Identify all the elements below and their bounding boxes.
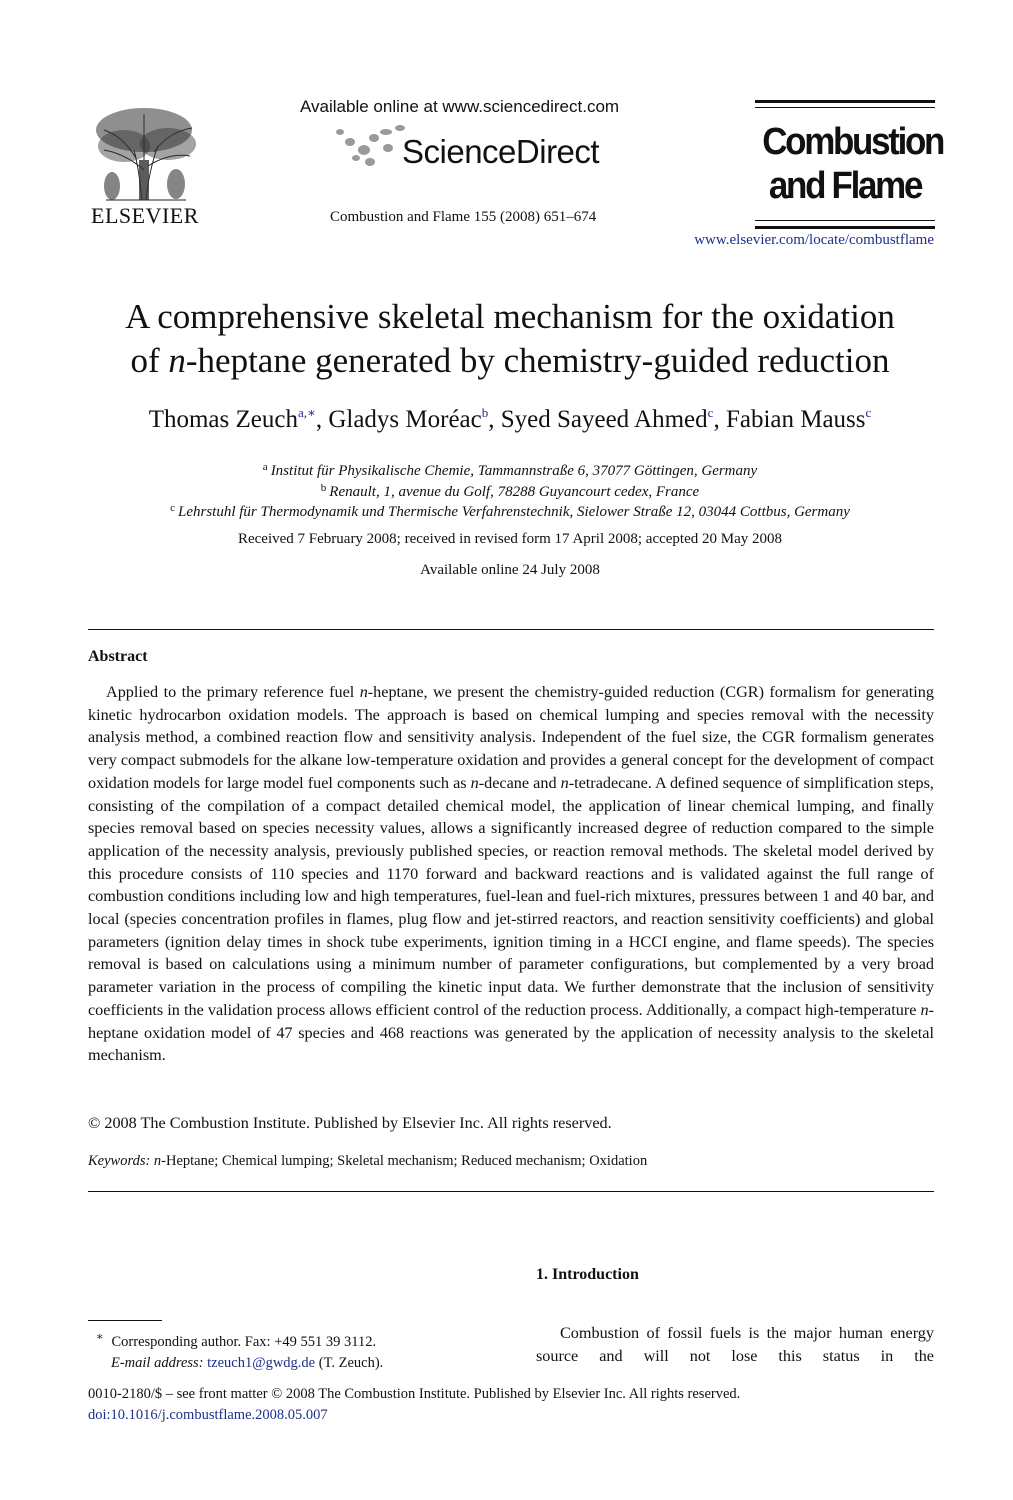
journal-citation: Combustion and Flame 155 (2008) 651–674 [330, 209, 597, 225]
author: Syed Sayeed Ahmed [500, 406, 708, 433]
journal-rule-bottom [755, 226, 935, 229]
journal-rule-bottom-thin [755, 220, 935, 221]
author-affiliation-mark[interactable]: b [481, 405, 489, 420]
abstract-body: Applied to the primary reference fuel n-heptane, we present the chemistry-guided reduction (CGR) formalism for generating kinetic hydrocarbon oxidation models. The approach is based on chemical lumping and species removal with the necessity analysis method, a combined reaction flow and sensitivity analysis. Independent of the fuel size, the CGR formalism generates very compact submodels for the alkane low-temperature oxidation and provides a general concept for the development of compact oxidation models for large model fuel components such as n-decane and n-tetradecane. A defined sequence of simplification steps, consisting of the compilation of a compact detailed chemical model, the application of linear chemical lumping, and finally species removal based on species necessity values, allows a significantly increased degree of reduction compared to the simple application of the necessity analysis, previously published species, or reaction removal methods. The skeletal model derived by this procedure consists of 110 species and 1170 forward and backward reactions and is validated against the full range of combustion conditions including low and high temperatures, fuel-lean and fuel-rich mixtures, pressures between 1 and 40 bar, and local (species concentration profiles in flames, plug flow and jet-stirred reactors, and reaction sensitivity coefficients) and global parameters (ignition delay times in shock tube experiments, ignition timing in a HCCI engine, and flame speeds). The species removal is based on calculations using a minimum number of parameter configurations, but complemented by a very broad parameter variation in the process of compiling the kinetic input data. We further demonstrate that the inclusion of sensitivity coefficients in the validation process allows efficient control of the reduction process. Additionally, a compact high-temperature n-heptane oxidation model of 47 species and 468 reactions was generated by the application of necessity analysis to the skeletal mechanism. [88, 683, 934, 1065]
author: Gladys Moréac [328, 406, 482, 433]
divider [88, 1191, 934, 1192]
keywords: Keywords: n-Heptane; Chemical lumping; Skeletal mechanism; Reduced mechanism; Oxidation [88, 1153, 648, 1169]
front-matter: 0010-2180/$ – see front matter © 2008 The Combustion Institute. Published by Elsevier Inc. All rights reserved. doi:10.1016/j.combustflame.2008.05.007 [88, 1384, 740, 1426]
received-dates: Received 7 February 2008; received in revised form 17 April 2008; accepted 20 May 2008 [237, 531, 782, 547]
affiliation: $^b$ Renault, 1, avenue du Golf, 78288 Guyancourt cedex, France [320, 482, 700, 500]
section-heading-introduction: 1. Introduction [536, 1266, 639, 1283]
journal-rule-top [755, 100, 935, 103]
journal-url-link[interactable]: www.elsevier.com/locate/combustflame [694, 232, 934, 248]
affiliation: $^a$ Institut für Physikalische Chemie, Tammannstraße 6, 37077 Göttingen, Germany [262, 461, 758, 479]
divider [88, 629, 934, 630]
abstract-heading: Abstract [88, 648, 148, 665]
email-link[interactable]: tzeuch1@gwdg.de [207, 1355, 316, 1371]
available-online-date: Available online 24 July 2008 [420, 562, 600, 578]
doi-link[interactable]: doi:10.1016/j.combustflame.2008.05.007 [88, 1407, 328, 1423]
author-affiliation-mark[interactable]: c [707, 405, 714, 420]
article-title: A comprehensive skeletal mechanism for the oxidation of n-heptane generated by chemistry-guided reduction [125, 297, 895, 380]
publisher-name: ELSEVIER [91, 203, 199, 228]
sciencedirect-wordmark: ScienceDirect [402, 133, 600, 170]
corresponding-author-footnote: ∗ Corresponding author. Fax: +49 551 39 3112. E-mail address: tzeuch1@gwdg.de (T. Zeuch). [96, 1331, 384, 1371]
author-list: Thomas Zeuch$^{a,∗}$, Gladys Moréac$^b$, Syed Sayeed Ahmed$^c$, Fabian Mauss$^c$ [148, 405, 872, 433]
author: Thomas Zeuch [148, 406, 298, 433]
footnote-rule [88, 1320, 162, 1321]
introduction-text: Combustion of fossil fuels is the major human energy source and will not lose this status in the [536, 1324, 934, 1365]
affiliation: $^c$ Lehrstuhl für Thermodynamik und Thermische Verfahrenstechnik, Sielower Straße 12, 03044 Cottbus, Germany [170, 502, 850, 520]
journal-rule-top-thin [755, 107, 935, 108]
journal-title: Combustion and Flame [762, 121, 944, 207]
author-affiliation-mark[interactable]: c [865, 405, 872, 420]
copyright-notice: © 2008 The Combustion Institute. Published by Elsevier Inc. All rights reserved. [88, 1114, 612, 1132]
author: Fabian Mauss [725, 406, 866, 433]
available-online-note: Available online at www.sciencedirect.com [300, 97, 620, 116]
author-affiliation-mark[interactable]: a,∗ [297, 405, 316, 420]
